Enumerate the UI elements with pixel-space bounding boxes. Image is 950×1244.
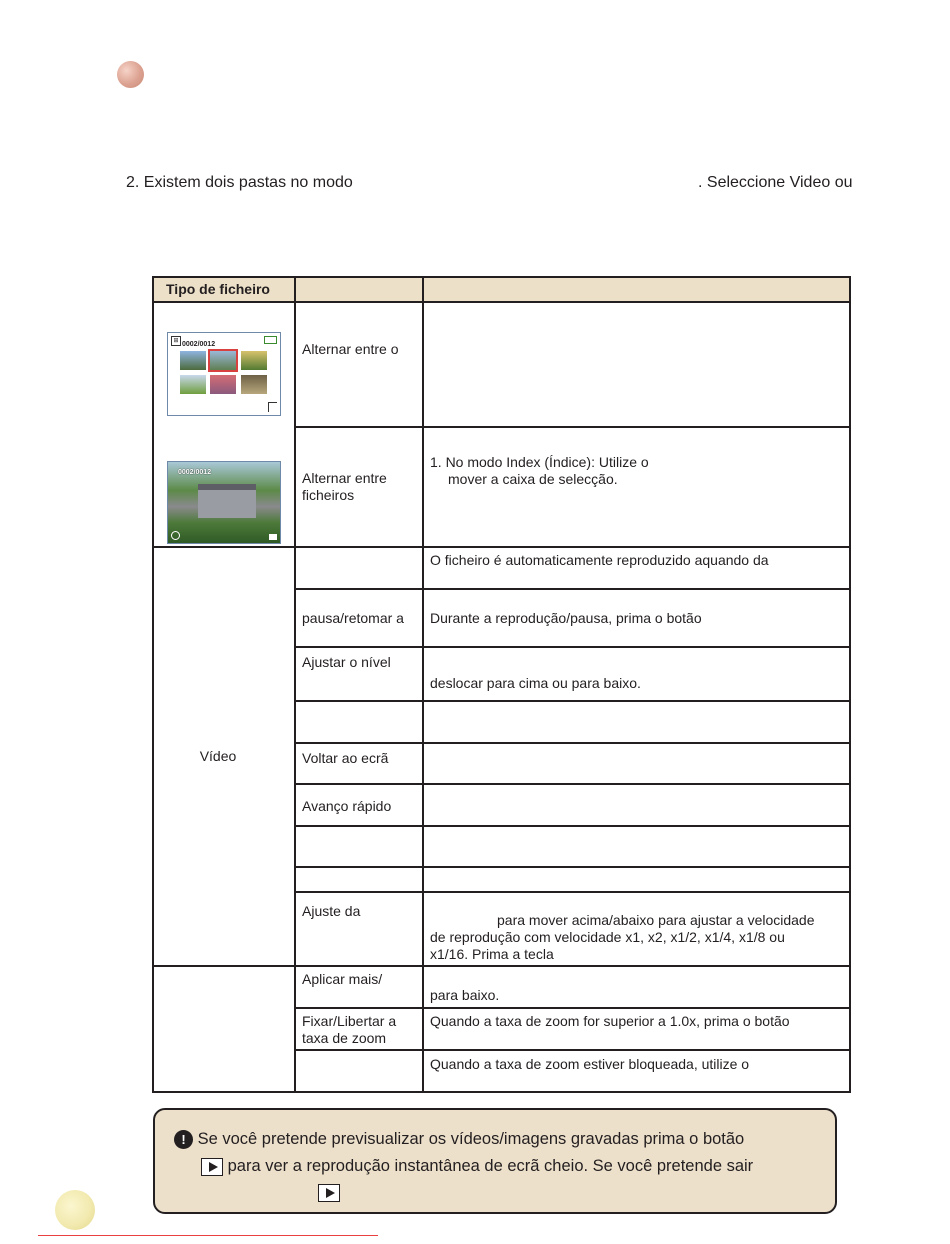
- table-row: [153, 302, 850, 427]
- playback-controls-table: [152, 276, 851, 1093]
- intro-text-right: . Seleccione Video ou: [698, 174, 853, 191]
- zoom-type-cell: [153, 966, 295, 1092]
- video-type-cell: Vídeo: [153, 547, 295, 966]
- action-cell: Alternar entre o: [295, 302, 423, 427]
- decorative-bullet-circle: [117, 61, 144, 88]
- action-cell: [295, 826, 423, 867]
- index-counter: 0002/0012: [182, 341, 216, 348]
- action-cell: Voltar ao ecrã: [295, 743, 423, 784]
- desc-cell: [423, 784, 850, 826]
- tip-note-box: [153, 1108, 837, 1214]
- action-cell: Ajustar o nível: [295, 647, 423, 701]
- play-button-icon: [201, 1158, 223, 1176]
- warning-icon: !: [174, 1130, 193, 1149]
- desc-cell: [423, 701, 850, 743]
- desc-cell: [423, 867, 850, 892]
- index-view-thumbnail: [167, 332, 281, 416]
- action-cell: Alternar entre ficheiros: [295, 427, 423, 547]
- header-operation: [423, 277, 850, 302]
- footer-rule: [38, 1235, 378, 1236]
- action-cell: Aplicar mais/: [295, 966, 423, 1008]
- desc-cell: para mover acima/abaixo para ajustar a velocidade de reprodução com velocidade x1, x2, x1/2, x1/4, x1/8 ou x1/16. Prima a tecla: [423, 892, 850, 966]
- desc-cell: Quando a taxa de zoom estiver bloqueada, utilize o: [423, 1050, 850, 1092]
- action-cell: [295, 547, 423, 589]
- thumbnail-cell: [153, 302, 295, 547]
- desc-cell: 1. No modo Index (Índice): Utilize o mover a caixa de selecção.: [423, 427, 850, 547]
- desc-cell: [423, 302, 850, 427]
- desc-cell: O ficheiro é automaticamente reproduzido aquando da: [423, 547, 850, 589]
- desc-cell: [423, 743, 850, 784]
- action-cell: Avanço rápido: [295, 784, 423, 826]
- table-row: [153, 547, 850, 589]
- table-row: [153, 966, 850, 1008]
- action-cell: pausa/retomar a: [295, 589, 423, 647]
- action-cell: Fixar/Libertar a taxa de zoom: [295, 1008, 423, 1050]
- desc-cell: deslocar para cima ou para baixo.: [423, 647, 850, 701]
- table-header-row: [153, 277, 850, 302]
- action-cell: [295, 1050, 423, 1092]
- action-cell: [295, 701, 423, 743]
- action-cell: Ajuste da: [295, 892, 423, 966]
- desc-cell: para baixo.: [423, 966, 850, 1008]
- note-line-2: para ver a reprodução instantânea de ecrã cheio. Se você pretende sair: [227, 1157, 754, 1175]
- single-view-thumbnail: [167, 461, 281, 544]
- intro-text-left: 2. Existem dois pastas no modo: [126, 174, 353, 191]
- desc-cell: Durante a reprodução/pausa, prima o botão: [423, 589, 850, 647]
- battery-icon: [264, 336, 277, 344]
- note-line-1: Se você pretende previsualizar os vídeos/imagens gravadas prima o botão: [197, 1130, 745, 1148]
- header-file-type: Tipo de ficheiro: [153, 277, 295, 302]
- action-cell: [295, 867, 423, 892]
- index-icon: ⊞: [171, 336, 181, 346]
- desc-cell: [423, 826, 850, 867]
- single-counter: 0002/0012: [178, 469, 212, 476]
- play-button-icon: [318, 1184, 340, 1202]
- decorative-page-circle: [55, 1190, 95, 1230]
- desc-cell: Quando a taxa de zoom for superior a 1.0x, prima o botão: [423, 1008, 850, 1050]
- header-action: [295, 277, 423, 302]
